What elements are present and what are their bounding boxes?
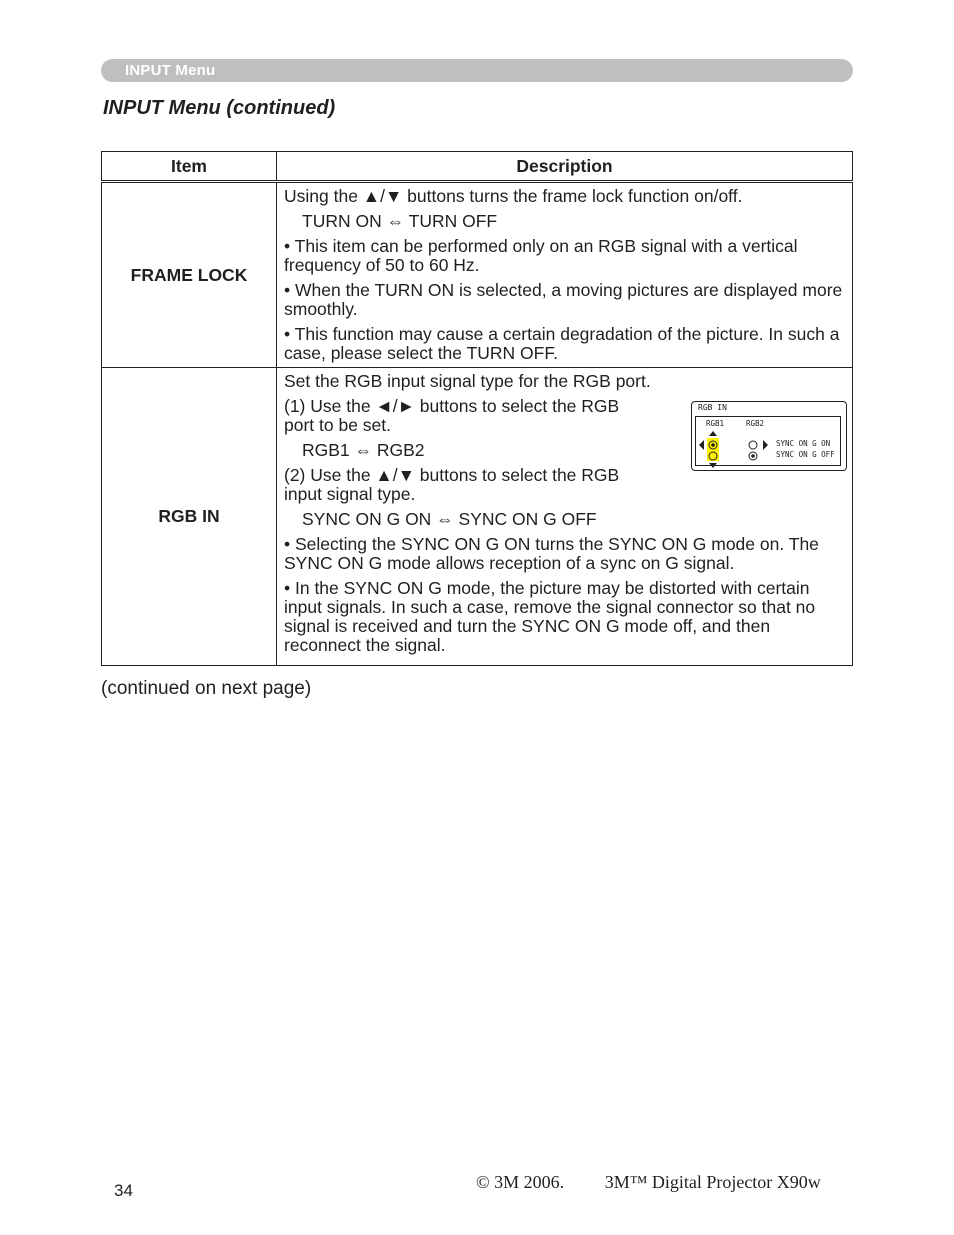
osd-title: RGB IN bbox=[698, 403, 727, 412]
footer-credit bbox=[476, 1172, 821, 1193]
description-line: Set the RGB input signal type for the RGB port. bbox=[284, 371, 651, 391]
note-bullet: • When the TURN ON is selected, a moving pictures are displayed more smoothly. bbox=[284, 280, 843, 319]
step-one-line: (1) Use the ◄/► buttons to select the RGB port to be set. bbox=[284, 396, 620, 435]
rgb-in-osd-illustration bbox=[691, 401, 847, 471]
osd-port-rgb1: RGB1 bbox=[706, 419, 725, 428]
down-arrow-icon bbox=[709, 463, 717, 468]
input-menu-table bbox=[101, 151, 853, 666]
option-toggle-line: SYNC ON G ON ⇔ SYNC ON G OFF bbox=[302, 509, 597, 529]
menu-header-label: INPUT Menu bbox=[125, 62, 216, 79]
footer-product: 3M™ Digital Projector X90w bbox=[604, 1172, 821, 1192]
note-bullet: • In the SYNC ON G mode, the picture may be distorted with certain input signals. In such a case, remove the signal connector so that no signal is received and turn the SYNC ON G mode off, and then reconnect the signal. bbox=[284, 578, 816, 655]
continued-note: (continued on next page) bbox=[101, 678, 312, 699]
osd-option-sync-on: SYNC ON G ON bbox=[776, 439, 831, 448]
up-arrow-icon bbox=[709, 431, 717, 436]
menu-header-bar bbox=[101, 59, 853, 82]
item-rgb-in: RGB IN bbox=[102, 368, 277, 666]
table-header-row bbox=[102, 152, 853, 182]
section-title: INPUT Menu (continued) bbox=[103, 97, 336, 119]
osd-selector-graphics bbox=[692, 402, 846, 470]
note-bullet: • This item can be performed only on an RGB signal with a vertical frequency of 50 to 60 Hz. bbox=[284, 236, 798, 275]
step-two-line: (2) Use the ▲/▼ buttons to select the RGB input signal type. bbox=[284, 465, 620, 504]
table-row-frame-lock bbox=[102, 182, 853, 368]
radio-dot-icon bbox=[711, 443, 715, 447]
note-bullet: • Selecting the SYNC ON G ON turns the SYNC ON G mode on. The SYNC ON G mode allows reception of a sync on G signal. bbox=[284, 534, 819, 573]
radio-empty-icon bbox=[749, 441, 757, 449]
description-line: Using the ▲/▼ buttons turns the frame lock function on/off. bbox=[284, 186, 743, 206]
item-frame-lock: FRAME LOCK bbox=[102, 182, 277, 368]
osd-option-sync-off: SYNC ON G OFF bbox=[776, 450, 835, 459]
osd-port-rgb2: RGB2 bbox=[746, 419, 765, 428]
radio-dot-icon bbox=[751, 454, 755, 458]
page-number: 34 bbox=[114, 1181, 133, 1200]
footer-copyright: © 3M 2006. bbox=[476, 1172, 565, 1192]
column-header-description: Description bbox=[277, 152, 853, 182]
option-toggle-line: RGB1 ⇔ RGB2 bbox=[302, 440, 425, 460]
option-toggle-line: TURN ON ⇔ TURN OFF bbox=[302, 211, 498, 231]
description-rgb-in bbox=[277, 368, 853, 666]
left-arrow-icon bbox=[699, 440, 704, 450]
table-row-rgb-in bbox=[102, 368, 853, 666]
right-arrow-icon bbox=[763, 440, 768, 450]
description-frame-lock bbox=[277, 182, 853, 368]
column-header-item: Item bbox=[102, 152, 277, 182]
note-bullet: • This function may cause a certain degradation of the picture. In such a case, please select the TURN OFF. bbox=[284, 324, 840, 363]
